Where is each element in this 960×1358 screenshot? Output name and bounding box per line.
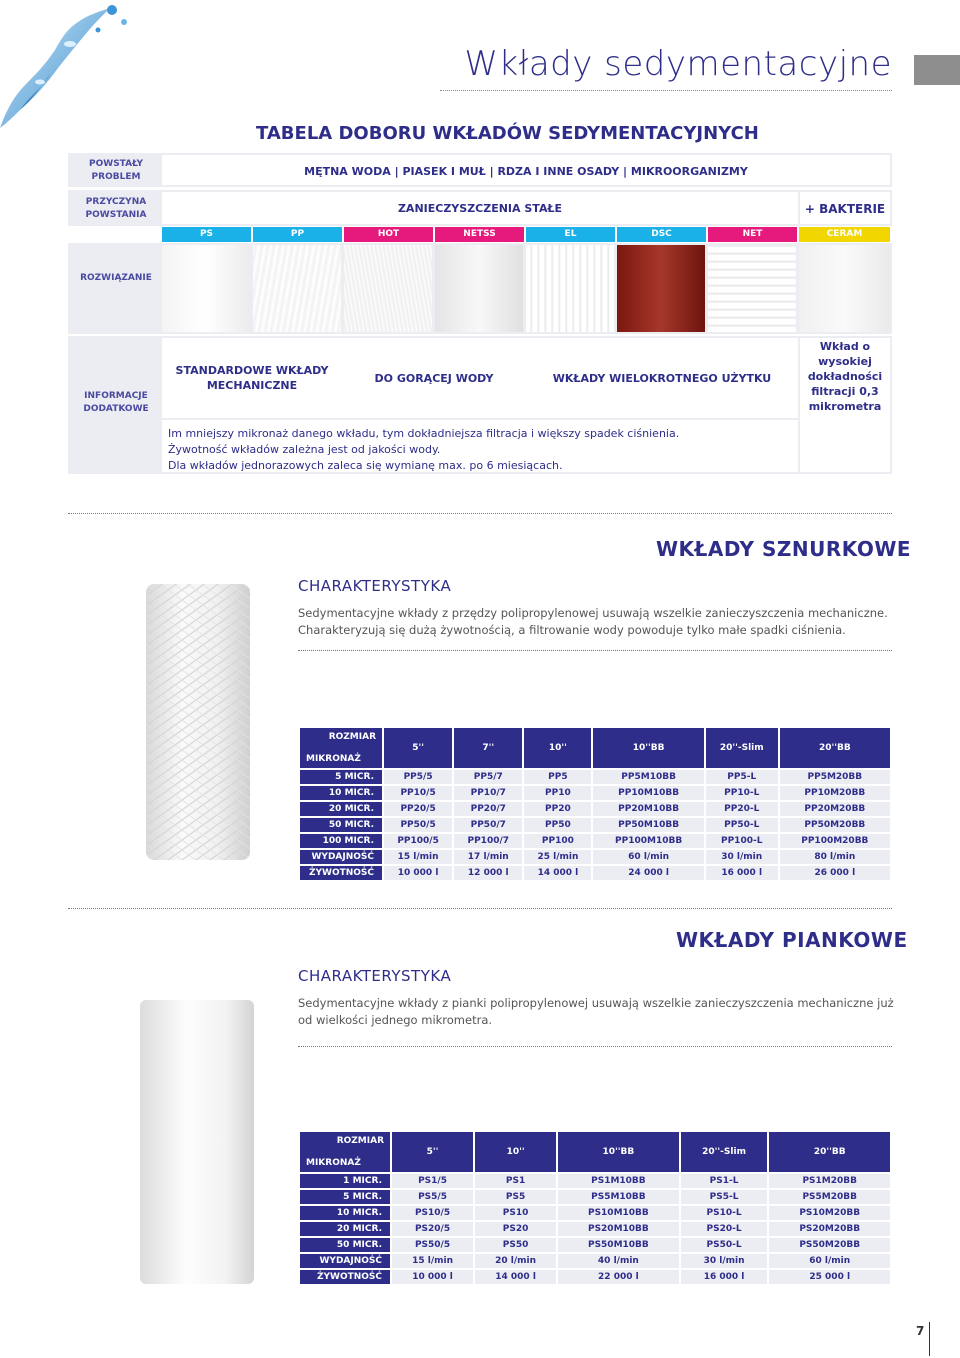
table-cell: PS20-L: [681, 1222, 768, 1236]
table-cell: 17 l/min: [454, 850, 522, 864]
table-cell: PP10M20BB: [780, 786, 890, 800]
table-cell: PS10: [475, 1206, 556, 1220]
table-cell: PP100/7: [454, 834, 522, 848]
table-cell: PS10/5: [392, 1206, 473, 1220]
table-cell: PS1M20BB: [769, 1174, 890, 1188]
row-header: WYDAJNOŚĆ: [300, 850, 382, 864]
table-cell: PP5/7: [454, 770, 522, 784]
table-row: [300, 1174, 890, 1188]
table-cell: PS10-L: [681, 1206, 768, 1220]
page-number-rule: [929, 1322, 930, 1356]
table-cell: 16 000 l: [706, 866, 778, 880]
table-row: [300, 786, 890, 800]
table-row: [300, 866, 890, 880]
size-header: ROZMIAR: [328, 732, 376, 742]
table-cell: PP10: [524, 786, 591, 800]
table-cell: PP20M10BB: [593, 802, 703, 816]
row-header: 20 MICR.: [300, 802, 382, 816]
info-standard: STANDARDOWE WKŁADY MECHANICZNE: [175, 364, 329, 392]
table-cell: PP20M20BB: [780, 802, 890, 816]
table-cell: 15 l/min: [384, 850, 452, 864]
solution-label: ROZWIĄZANIE: [80, 273, 152, 283]
table-cell: PP10/5: [384, 786, 452, 800]
page-number: 7: [916, 1324, 925, 1338]
table-cell: PP50M10BB: [593, 818, 703, 832]
piankowe-title: WKŁADY PIANKOWE: [676, 928, 908, 952]
table-cell: 80 l/min: [780, 850, 890, 864]
string-filter-image: [140, 580, 256, 864]
table-cell: 10 000 l: [384, 866, 452, 880]
swatch-el: [526, 245, 614, 332]
table-cell: PP10M10BB: [593, 786, 703, 800]
info-reusable: WKŁADY WIELOKROTNEGO UŻYTKU: [552, 372, 772, 385]
info-note-1: Im mniejszy mikronaż danego wkładu, tym dokładniejsza filtracja i większy spadek ciśnienia.: [168, 427, 680, 440]
table-cell: PS10M10BB: [558, 1206, 679, 1220]
table-cell: PP100M20BB: [780, 834, 890, 848]
table-row: [300, 1238, 890, 1252]
table-cell: PS20M10BB: [558, 1222, 679, 1236]
desc-divider: [298, 650, 892, 651]
table-cell: PP10-L: [706, 786, 778, 800]
table-cell: 16 000 l: [681, 1270, 768, 1284]
info-notes: [168, 426, 679, 474]
foam-filter-image: [134, 996, 260, 1288]
table-cell: 30 l/min: [706, 850, 778, 864]
row-header: 5 MICR.: [300, 1190, 390, 1204]
section-divider: [68, 513, 892, 514]
sznurkowe-desc-line-1: Sedymentacyjne wkłady z przędzy polipropylenowej usuwają wszelkie zanieczyszczenia mechaniczne.: [298, 606, 888, 620]
page-tab-marker: [914, 55, 960, 85]
water-splash-icon: [0, 0, 140, 130]
table-cell: PS1-L: [681, 1174, 768, 1188]
column-header: 20''BB: [769, 1132, 890, 1172]
page-title: Wkłady sedymentacyjne: [464, 44, 892, 84]
table-row: [300, 1270, 890, 1284]
sznurkowe-char-label: CHARAKTERYSTYKA: [298, 577, 452, 595]
table-cell: PP5-L: [706, 770, 778, 784]
table-cell: PP100-L: [706, 834, 778, 848]
section-divider-2: [68, 908, 892, 909]
column-header: 10'': [475, 1132, 556, 1172]
table-row: [300, 834, 890, 848]
piankowe-char-label: CHARAKTERYSTYKA: [298, 967, 452, 985]
column-header: 20''-Slim: [706, 728, 778, 768]
tag-pp: PP: [253, 227, 342, 242]
table-cell: PS20M20BB: [769, 1222, 890, 1236]
table-cell: 12 000 l: [454, 866, 522, 880]
table-row: [300, 818, 890, 832]
tag-net: NET: [708, 227, 797, 242]
table-cell: PP20/7: [454, 802, 522, 816]
tag-hot: HOT: [344, 227, 433, 242]
info-ceram: Wkład o wysokiej dokładności filtracji 0,3 mikrometra: [807, 340, 883, 413]
table-cell: PS1M10BB: [558, 1174, 679, 1188]
table-cell: 25 l/min: [524, 850, 591, 864]
table-cell: PP20-L: [706, 802, 778, 816]
desc-divider-2: [298, 1046, 892, 1047]
table-cell: PP50/7: [454, 818, 522, 832]
piankowe-desc-line-2: od wielkości jednego mikrometra.: [298, 1013, 493, 1027]
table-cell: PS1: [475, 1174, 556, 1188]
table-cell: PP100M10BB: [593, 834, 703, 848]
micron-header: MIKRONAŻ: [306, 1158, 361, 1168]
row-header: 5 MICR.: [300, 770, 382, 784]
tag-el: EL: [526, 227, 615, 242]
column-header: 10''BB: [558, 1132, 679, 1172]
row-header: 10 MICR.: [300, 1206, 390, 1220]
info-note-3: Dla wkładów jednorazowych zaleca się wymianę max. po 6 miesiącach.: [168, 459, 563, 472]
table-cell: PP50: [524, 818, 591, 832]
row-header: 50 MICR.: [300, 818, 382, 832]
info-note-2: Żywotność wkładów zależna jest od jakości wody.: [168, 443, 441, 456]
column-header: 10''BB: [593, 728, 703, 768]
row-header: ŻYWOTNOŚĆ: [300, 1270, 390, 1284]
cause-label: PRZYCZYNA POWSTANIA: [85, 197, 147, 220]
swatch-netss: [435, 245, 523, 332]
problem-text: MĘTNA WODA | PIASEK I MUŁ | RDZA I INNE OSADY | MIKROORGANIZMY: [304, 165, 748, 178]
table-cell: PS5-L: [681, 1190, 768, 1204]
table-cell: PS1/5: [392, 1174, 473, 1188]
table-cell: 20 l/min: [475, 1254, 556, 1268]
table-cell: PP50/5: [384, 818, 452, 832]
tag-ceram: CERAM: [799, 227, 890, 242]
table-cell: PP20/5: [384, 802, 452, 816]
column-header: 5'': [392, 1132, 473, 1172]
info-hot: DO GORĄCEJ WODY: [374, 372, 494, 385]
row-header: 10 MICR.: [300, 786, 382, 800]
cause-main: ZANIECZYSZCZENIA STAŁE: [397, 202, 563, 215]
table-cell: PS50M20BB: [769, 1238, 890, 1252]
swatch-pp: [253, 245, 341, 332]
table-cell: PS50-L: [681, 1238, 768, 1252]
table-cell: PS50: [475, 1238, 556, 1252]
table-cell: PP5/5: [384, 770, 452, 784]
table-row: [300, 850, 890, 864]
row-header: WYDAJNOŚĆ: [300, 1254, 390, 1268]
swatch-net: [708, 245, 796, 332]
table-row: [300, 1254, 890, 1268]
table-cell: PP100: [524, 834, 591, 848]
table-row: [300, 1190, 890, 1204]
table-cell: PS20: [475, 1222, 556, 1236]
table-corner: [300, 728, 382, 768]
table-cell: 26 000 l: [780, 866, 890, 880]
table-cell: PP100/5: [384, 834, 452, 848]
table-cell: 22 000 l: [558, 1270, 679, 1284]
table-cell: PS5/5: [392, 1190, 473, 1204]
table-cell: PS5M10BB: [558, 1190, 679, 1204]
table-cell: PP5M10BB: [593, 770, 703, 784]
piankowe-desc-line-1: Sedymentacyjne wkłady z pianki polipropylenowej usuwają wszelkie zanieczyszczenia mechaniczne już: [298, 996, 894, 1010]
table-cell: 14 000 l: [524, 866, 591, 880]
sznurkowe-spec-table: [298, 726, 892, 882]
table-cell: 24 000 l: [593, 866, 703, 880]
row-header: 1 MICR.: [300, 1174, 390, 1188]
tag-netss: NETSS: [435, 227, 524, 242]
sznurkowe-desc-line-2: Charakteryzują się dużą żywotnością, a filtrowanie wody powoduje tylko małe spadki ciśnienia.: [298, 623, 846, 637]
table-cell: PP50-L: [706, 818, 778, 832]
row-header: 100 MICR.: [300, 834, 382, 848]
piankowe-desc: [298, 995, 894, 1029]
row-header: ŻYWOTNOŚĆ: [300, 866, 382, 880]
table-cell: PS10M20BB: [769, 1206, 890, 1220]
column-header: 20''-Slim: [681, 1132, 768, 1172]
micron-header: MIKRONAŻ: [306, 754, 361, 764]
table-cell: PS50M10BB: [558, 1238, 679, 1252]
table-cell: PP50M20BB: [780, 818, 890, 832]
swatch-hot: [344, 245, 432, 332]
row-header: 20 MICR.: [300, 1222, 390, 1236]
table-cell: 40 l/min: [558, 1254, 679, 1268]
sznurkowe-title: WKŁADY SZNURKOWE: [656, 537, 912, 561]
table-cell: PS5M20BB: [769, 1190, 890, 1204]
table-cell: 14 000 l: [475, 1270, 556, 1284]
table-row: [300, 1206, 890, 1220]
swatch-ps: [162, 245, 250, 332]
table-cell: PP20: [524, 802, 591, 816]
table-cell: PS5: [475, 1190, 556, 1204]
column-header: 7'': [454, 728, 522, 768]
tag-ps: PS: [162, 227, 251, 242]
table-cell: 10 000 l: [392, 1270, 473, 1284]
table-row: [300, 802, 890, 816]
selection-table-title: TABELA DOBORU WKŁADÓW SEDYMENTACYJNYCH: [256, 123, 759, 144]
piankowe-spec-table: [298, 1130, 892, 1286]
table-cell: PP5: [524, 770, 591, 784]
swatch-dsc: [617, 245, 705, 332]
swatch-ceram: [799, 245, 890, 332]
column-header: 10'': [524, 728, 591, 768]
row-header: 50 MICR.: [300, 1238, 390, 1252]
info-label: INFORMACJE DODATKOWE: [83, 391, 149, 414]
table-cell: PP10/7: [454, 786, 522, 800]
sznurkowe-desc: [298, 605, 888, 639]
tag-dsc: DSC: [617, 227, 706, 242]
table-cell: 25 000 l: [769, 1270, 890, 1284]
column-header: 5'': [384, 728, 452, 768]
title-divider: [440, 90, 892, 91]
table-row: [300, 1222, 890, 1236]
table-cell: 30 l/min: [681, 1254, 768, 1268]
table-cell: 15 l/min: [392, 1254, 473, 1268]
problem-label: POWSTAŁY PROBLEM: [89, 159, 143, 182]
table-cell: PP5M20BB: [780, 770, 890, 784]
table-row: [300, 770, 890, 784]
cause-extra: + BAKTERIE: [804, 202, 886, 216]
table-corner: [300, 1132, 390, 1172]
column-header: 20''BB: [780, 728, 890, 768]
table-cell: 60 l/min: [769, 1254, 890, 1268]
table-cell: PS20/5: [392, 1222, 473, 1236]
table-cell: 60 l/min: [593, 850, 703, 864]
size-header: ROZMIAR: [336, 1136, 384, 1146]
table-cell: PS50/5: [392, 1238, 473, 1252]
